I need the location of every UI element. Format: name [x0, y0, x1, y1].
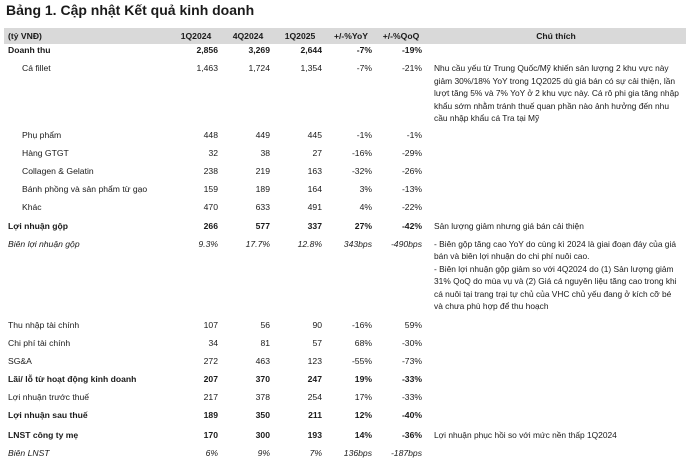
cell: -7%	[356, 45, 372, 55]
cell: 17.7%	[245, 238, 270, 249]
row-label-gross-margin: Biên lợi nhuận gộp	[8, 238, 80, 249]
note-cell	[426, 125, 686, 143]
results-table	[4, 28, 686, 459]
cell: 38	[260, 147, 270, 158]
cell: 1,463	[196, 63, 218, 73]
row-label-fillet: Cá fillet	[22, 63, 51, 73]
cell: -36%	[401, 429, 422, 440]
cell: 27	[312, 147, 322, 158]
note-cell	[426, 197, 686, 215]
row-label-financial-income: Thu nhập tài chính	[8, 319, 80, 330]
cell: -21%	[401, 63, 422, 73]
header-unit: (tỷ VNĐ)	[4, 28, 170, 44]
cell: 14%	[354, 429, 372, 440]
table-row	[4, 125, 686, 143]
cell: 448	[203, 129, 218, 140]
cell: 491	[307, 201, 322, 212]
cell: 254	[307, 391, 322, 402]
cell: 107	[203, 319, 218, 330]
cell: 1,354	[300, 63, 322, 73]
cell: 12%	[354, 409, 372, 420]
cell: 159	[203, 183, 218, 194]
table-row	[4, 315, 686, 333]
note-gross-margin-qoq: - Biên lợi nhuận gộp giảm so với 4Q2024 do (1) Sản lượng giảm 31% QoQ do mùa vụ và (2) Giá cá nguyên liệu tăng cao trong khi cá nuôi tại trang trại tự chủ của VHC chủ yếu đang ở kích cỡ bé và chưa phù hợp để thu hoạch	[434, 263, 677, 311]
cell: 9.3%	[198, 238, 218, 249]
note-cell	[426, 44, 686, 58]
cell: 189	[203, 409, 218, 420]
table-row	[4, 143, 686, 161]
cell: 219	[255, 165, 270, 176]
cell: 123	[307, 355, 322, 366]
row-label-pretax-profit: Lợi nhuận trước thuế	[8, 391, 90, 402]
table-row	[4, 235, 686, 315]
cell: 2,644	[300, 45, 322, 55]
table-row	[4, 161, 686, 179]
table-row	[4, 425, 686, 445]
cell: 17%	[354, 391, 372, 402]
cell: -30%	[401, 337, 422, 348]
cell: 266	[203, 220, 218, 231]
table-row	[4, 215, 686, 235]
cell: 34	[208, 337, 218, 348]
row-label-operating-profit: Lãi/ lỗ từ hoạt động kinh doanh	[8, 373, 137, 384]
note-cell	[426, 405, 686, 425]
cell: 238	[203, 165, 218, 176]
cell: 445	[307, 129, 322, 140]
cell: 163	[307, 165, 322, 176]
cell: -7%	[356, 63, 372, 73]
note-gross-profit: Sản lượng giảm nhưng giá bán cải thiện	[434, 220, 584, 231]
note-cell	[426, 161, 686, 179]
row-label-net-profit: Lợi nhuận sau thuế	[8, 409, 88, 420]
row-label-other: Khác	[22, 201, 42, 212]
note-cell	[426, 387, 686, 405]
row-label-gross-profit: Lợi nhuận gộp	[8, 220, 69, 231]
note-cell	[426, 351, 686, 369]
cell: 207	[203, 373, 218, 384]
cell: -32%	[351, 165, 372, 176]
row-label-sga: SG&A	[8, 355, 32, 366]
cell: 217	[203, 391, 218, 402]
cell: 6%	[205, 447, 218, 458]
cell: 68%	[354, 337, 372, 348]
cell: 337	[307, 220, 322, 231]
cell: 343bps	[343, 238, 372, 249]
cell: 370	[255, 373, 270, 384]
cell: -187bps	[390, 447, 422, 458]
cell: 3,269	[248, 45, 270, 55]
table-row	[4, 58, 686, 125]
cell: 164	[307, 183, 322, 194]
cell: 59%	[404, 319, 422, 330]
cell: 272	[203, 355, 218, 366]
row-label-byproduct: Phụ phẩm	[22, 129, 62, 140]
cell: 9%	[257, 447, 270, 458]
row-label-net-margin: Biên LNST	[8, 447, 50, 458]
cell: 193	[307, 429, 322, 440]
cell: -19%	[401, 45, 422, 55]
cell: 57	[312, 337, 322, 348]
cell: -73%	[401, 355, 422, 366]
note-cell	[426, 333, 686, 351]
cell: -29%	[401, 147, 422, 158]
cell: 81	[260, 337, 270, 348]
cell: 211	[308, 409, 322, 420]
cell: 350	[255, 409, 270, 420]
cell: 4%	[359, 201, 372, 212]
table-row	[4, 351, 686, 369]
table-row	[4, 405, 686, 425]
header-col-1q2025: 1Q2025	[274, 28, 326, 44]
cell: -22%	[401, 201, 422, 212]
cell: -1%	[406, 129, 422, 140]
row-label-revenue: Doanh thu	[8, 45, 51, 55]
row-label-financial-expense: Chi phí tài chính	[8, 337, 71, 348]
table-row	[4, 445, 686, 459]
cell: 300	[255, 429, 270, 440]
cell: -40%	[401, 409, 422, 420]
cell: -16%	[351, 319, 372, 330]
cell: 32	[208, 147, 218, 158]
cell: -42%	[401, 220, 422, 231]
cell: 12.8%	[297, 238, 322, 249]
note-gross-margin-yoy: - Biên gộp tăng cao YoY do cùng kì 2024 là giai đoạn đáy của giá bán và biên lợi nhuận do chi phí nuôi cao.	[434, 238, 676, 261]
cell: 449	[255, 129, 270, 140]
cell: 189	[255, 183, 270, 194]
cell: 7%	[309, 447, 322, 458]
cell: 56	[260, 319, 270, 330]
note-cell	[426, 179, 686, 197]
header-col-qoq: +/-%QoQ	[376, 28, 426, 44]
header-col-note: Chú thích	[426, 28, 686, 44]
cell: 1,724	[248, 63, 270, 73]
cell: -16%	[351, 147, 372, 158]
note-cell	[426, 315, 686, 333]
cell: -13%	[401, 183, 422, 194]
note-cell	[426, 369, 686, 387]
cell: 3%	[359, 183, 372, 194]
cell: 247	[307, 373, 322, 384]
table-row	[4, 369, 686, 387]
table-header	[4, 28, 686, 44]
cell: 378	[255, 391, 270, 402]
cell: -1%	[356, 129, 372, 140]
header-col-1q2024: 1Q2024	[170, 28, 222, 44]
note-gross-margin	[426, 235, 686, 315]
table-row	[4, 179, 686, 197]
cell: 633	[255, 201, 270, 212]
cell: 2,856	[196, 45, 218, 55]
header-col-yoy: +/-%YoY	[326, 28, 376, 44]
cell: -490bps	[390, 238, 422, 249]
note-cell	[426, 445, 686, 459]
note-cell	[426, 143, 686, 161]
row-label-rice-products: Bánh phồng và sản phẩm từ gạo	[22, 183, 148, 194]
cell: 577	[255, 220, 270, 231]
cell: 90	[312, 319, 322, 330]
row-label-value-added: Hàng GTGT	[22, 147, 69, 158]
cell: 463	[255, 355, 270, 366]
header-col-4q2024: 4Q2024	[222, 28, 274, 44]
cell: 27%	[354, 220, 372, 231]
cell: -33%	[401, 373, 422, 384]
cell: 170	[203, 429, 218, 440]
row-label-collagen: Collagen & Gelatin	[22, 165, 94, 176]
row-label-parent-profit: LNST công ty mẹ	[8, 429, 79, 440]
table-row	[4, 333, 686, 351]
note-fillet: Nhu cầu yếu từ Trung Quốc/Mỹ khiến sản lượng 2 khu vực này giảm 30%/18% YoY trong 1Q2025 dù giá bán có sự cải thiện, lần lượt tăng 5% và 7% YoY ở 2 khu vực này. Cá rô phi gia tăng nhập khẩu sớm nhằm tránh thuế quan phần nào ảnh hưởng đến nhu cầu nhập khẩu cá Tra tại Mỹ	[434, 63, 679, 123]
cell: 136bps	[343, 447, 372, 458]
cell: 19%	[354, 373, 372, 384]
cell: -33%	[401, 391, 422, 402]
note-parent-profit: Lợi nhuận phục hồi so với mức nền thấp 1Q2024	[434, 429, 617, 440]
table-row	[4, 44, 686, 58]
cell: 470	[203, 201, 218, 212]
page-title: Bảng 1. Cập nhật Kết quả kinh doanh	[6, 2, 255, 18]
cell: -55%	[351, 355, 372, 366]
table-row	[4, 387, 686, 405]
cell: -26%	[401, 165, 422, 176]
table-row	[4, 197, 686, 215]
